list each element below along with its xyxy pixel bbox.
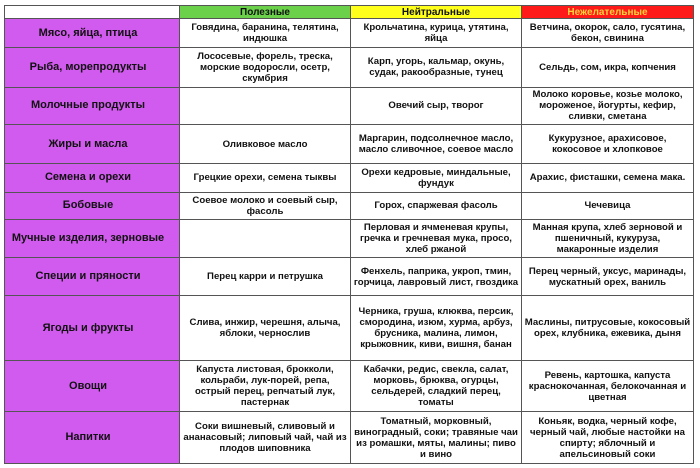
bad-cell: Кукурузное, арахисовое, кокосовое и хлопковое bbox=[522, 124, 694, 163]
table-row bbox=[5, 19, 694, 48]
category-cell: Жиры и масла bbox=[5, 124, 180, 163]
good-cell bbox=[180, 87, 351, 124]
bad-cell: Перец черный, уксус, маринады, мускатный орех, ваниль bbox=[522, 258, 694, 296]
neutral-cell: Крольчатина, курица, утятина, яйца bbox=[351, 19, 522, 48]
neutral-cell: Перловая и ячменевая крупы, гречка и гречневая мука, просо, хлеб ржаной bbox=[351, 219, 522, 257]
category-cell: Молочные продукты bbox=[5, 87, 180, 124]
neutral-cell: Фенхель, паприка, укроп, тмин, горчица, лавровый лист, гвоздика bbox=[351, 258, 522, 296]
bad-cell: Ветчина, окорок, сало, гусятина, бекон, свинина bbox=[522, 19, 694, 48]
bad-cell: Маслины, питрусовые, кокосовый орех, клубника, ежевика, дыня bbox=[522, 296, 694, 361]
good-cell: Соки вишневый, сливовый и ананасовый; липовый чай, чай из плодов шиповника bbox=[180, 412, 351, 464]
category-cell: Бобовые bbox=[5, 192, 180, 219]
table-row bbox=[5, 192, 694, 219]
category-cell: Мучные изделия, зерновые bbox=[5, 219, 180, 257]
good-cell: Перец карри и петрушка bbox=[180, 258, 351, 296]
table-row bbox=[5, 258, 694, 296]
category-cell: Рыба, морепродукты bbox=[5, 48, 180, 87]
good-cell: Лососевые, форель, треска, морские водоросли, осетр, скумбрия bbox=[180, 48, 351, 87]
neutral-cell: Томатный, морковный, виноградный, соки; травяные чаи из ромашки, мяты, малины; пиво и вино bbox=[351, 412, 522, 464]
neutral-cell: Маргарин, подсолнечное масло, масло сливочное, соевое масло bbox=[351, 124, 522, 163]
table-row bbox=[5, 124, 694, 163]
category-cell: Семена и орехи bbox=[5, 164, 180, 192]
good-cell: Говядина, баранина, телятина, индюшка bbox=[180, 19, 351, 48]
good-cell: Соевое молоко и соевый сыр, фасоль bbox=[180, 192, 351, 219]
good-cell: Слива, инжир, черешня, алыча, яблоки, чернослив bbox=[180, 296, 351, 361]
header-corner bbox=[5, 6, 180, 19]
bad-cell: Сельдь, сом, икра, копчения bbox=[522, 48, 694, 87]
category-cell: Специи и пряности bbox=[5, 258, 180, 296]
neutral-cell: Черника, груша, клюква, персик, смородина, изюм, хурма, арбуз, брусника, малина, лимон, крыжовник, киви, вишня, банан bbox=[351, 296, 522, 361]
table-row bbox=[5, 219, 694, 257]
table-row bbox=[5, 412, 694, 464]
neutral-cell: Овечий сыр, творог bbox=[351, 87, 522, 124]
table-row bbox=[5, 164, 694, 192]
header-bad: Нежелательные bbox=[522, 6, 694, 19]
table-row bbox=[5, 296, 694, 361]
header-good: Полезные bbox=[180, 6, 351, 19]
good-cell: Грецкие орехи, семена тыквы bbox=[180, 164, 351, 192]
bad-cell: Коньяк, водка, черный кофе, черный чай, любые настойки на спирту; яблочный и апельсиновый соки bbox=[522, 412, 694, 464]
bad-cell: Молоко коровье, козье молоко, мороженое, йогурты, кефир, сливки, сметана bbox=[522, 87, 694, 124]
neutral-cell: Орехи кедровые, миндальные, фундук bbox=[351, 164, 522, 192]
bad-cell: Арахис, фисташки, семена мака. bbox=[522, 164, 694, 192]
good-cell: Капуста листовая, брокколи, кольраби, лук-порей, репа, острый перец, репчатый лук, пастернак bbox=[180, 361, 351, 412]
bad-cell: Манная крупа, хлеб зерновой и пшеничный, кукуруза, макаронные изделия bbox=[522, 219, 694, 257]
header-row bbox=[5, 6, 694, 19]
bad-cell: Ревень, картошка, капуста краснокочанная, белокочанная и цветная bbox=[522, 361, 694, 412]
neutral-cell: Карп, угорь, кальмар, окунь, судак, ракообразные, тунец bbox=[351, 48, 522, 87]
category-cell: Овощи bbox=[5, 361, 180, 412]
table-row bbox=[5, 87, 694, 124]
category-cell: Мясо, яйца, птица bbox=[5, 19, 180, 48]
neutral-cell: Кабачки, редис, свекла, салат, морковь, брюква, огурцы, сельдерей, сладкий перец, томаты bbox=[351, 361, 522, 412]
table-row bbox=[5, 48, 694, 87]
table-row bbox=[5, 361, 694, 412]
header-neutral: Нейтральные bbox=[351, 6, 522, 19]
category-cell: Напитки bbox=[5, 412, 180, 464]
good-cell: Оливковое масло bbox=[180, 124, 351, 163]
category-cell: Ягоды и фрукты bbox=[5, 296, 180, 361]
food-compatibility-table bbox=[4, 5, 694, 464]
good-cell bbox=[180, 219, 351, 257]
neutral-cell: Горох, спаржевая фасоль bbox=[351, 192, 522, 219]
bad-cell: Чечевица bbox=[522, 192, 694, 219]
